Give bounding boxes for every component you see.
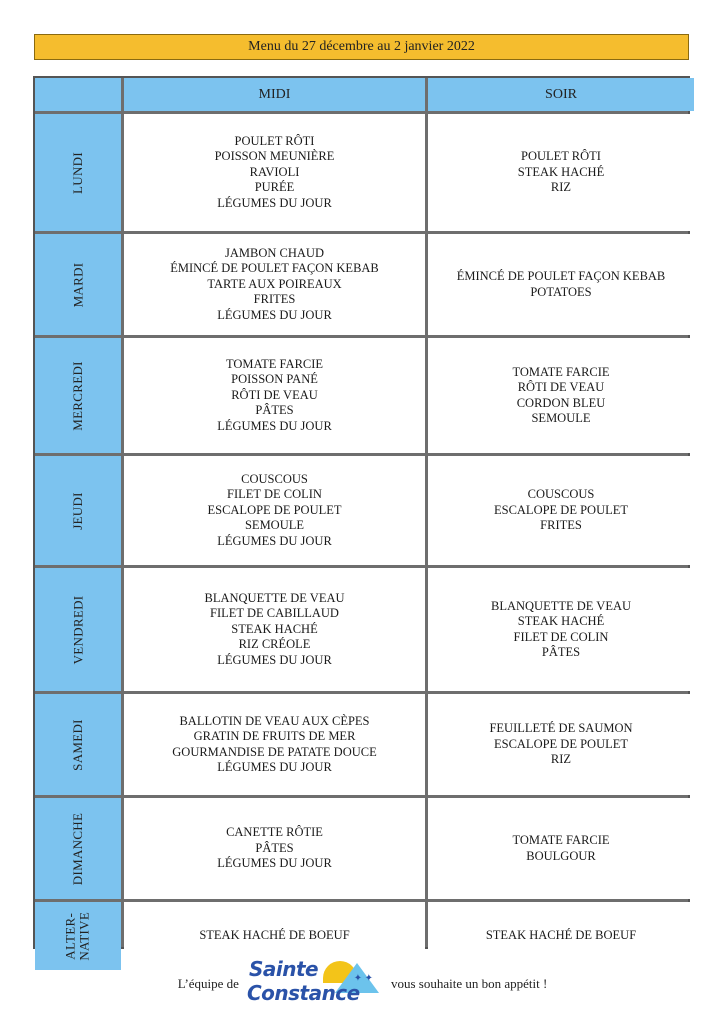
day-name: MARDI bbox=[70, 262, 85, 307]
meal-cell-midi bbox=[124, 694, 425, 795]
footer-text-before: L’équipe de bbox=[177, 976, 239, 991]
dish-item: FILET DE COLIN bbox=[227, 487, 322, 502]
dish-item: LÉGUMES DU JOUR bbox=[217, 195, 332, 210]
dish-item: POULET RÔTI bbox=[521, 149, 601, 164]
dish-item: LÉGUMES DU JOUR bbox=[217, 760, 332, 774]
dish-item: POISSON PANÉ bbox=[231, 372, 318, 387]
meal-cell-soir bbox=[428, 456, 694, 565]
dish-item: RIZ CRÉOLE bbox=[238, 637, 311, 652]
dish-item: FRITES bbox=[540, 518, 582, 533]
dish-item: TARTE AUX POIREAUX bbox=[207, 276, 342, 291]
day-name: LUNDI bbox=[70, 151, 85, 194]
dish-item: POISSON MEUNIÈRE bbox=[214, 149, 335, 164]
meal-cell-midi bbox=[124, 456, 425, 565]
dish-item: BOULGOUR bbox=[526, 848, 596, 863]
dish-item: FILET DE COLIN bbox=[513, 629, 609, 644]
sainte-constance-logo bbox=[245, 955, 385, 1013]
dish-item: LÉGUMES DU JOUR bbox=[217, 856, 332, 871]
logo-line1: Sainte bbox=[248, 957, 319, 981]
dish-item: COUSCOUS bbox=[241, 471, 308, 486]
day-name: VENDREDI bbox=[70, 595, 85, 664]
dish-item: ESCALOPE DE POULET bbox=[493, 502, 629, 517]
dish-item: ESCALOPE DE POULET bbox=[207, 502, 342, 517]
menu-title: Menu du 27 décembre au 2 janvier 2022 bbox=[34, 34, 689, 60]
footer-text-after: vous souhaite un bon appétit ! bbox=[390, 976, 548, 991]
dish-item: STEAK HACHÉ DE BOEUF bbox=[485, 928, 637, 943]
dish-item: RIZ bbox=[550, 752, 572, 767]
dish-item: ÉMINCÉ DE POULET FAÇON KEBAB bbox=[170, 261, 379, 276]
stars-icon: ✦ ✦ bbox=[353, 973, 373, 984]
dish-item: CANETTE RÔTIE bbox=[226, 825, 323, 840]
dish-item: SEMOULE bbox=[244, 518, 305, 533]
menu-table bbox=[33, 76, 690, 961]
header-midi: MIDI bbox=[124, 78, 425, 111]
day-label bbox=[35, 338, 121, 453]
day-label bbox=[35, 234, 121, 335]
day-name: MERCREDI bbox=[69, 360, 85, 431]
meal-cell-soir bbox=[428, 568, 694, 691]
dish-item: FEUILLETÉ DE SAUMON bbox=[489, 721, 633, 736]
dish-item: PÂTES bbox=[255, 840, 294, 855]
day-name: ALTER-NATIVE bbox=[62, 911, 92, 961]
dish-item: BLANQUETTE DE VEAU bbox=[490, 598, 632, 613]
dish-item: GOURMANDISE DE PATATE DOUCE bbox=[172, 744, 377, 759]
footer bbox=[0, 954, 725, 1014]
dish-item: POULET RÔTI bbox=[234, 133, 315, 148]
dish-item: STEAK HACHÉ bbox=[231, 621, 318, 636]
dish-item: STEAK HACHÉ bbox=[517, 614, 605, 628]
dish-item: PÂTES bbox=[541, 645, 581, 659]
dish-item: POTATOES bbox=[530, 284, 592, 299]
dish-item: PURÉE bbox=[254, 180, 295, 195]
meal-cell-midi bbox=[124, 338, 425, 453]
dish-item: JAMBON CHAUD bbox=[225, 245, 324, 260]
table-corner bbox=[35, 78, 121, 111]
dish-item: STEAK HACHÉ bbox=[517, 164, 605, 179]
meal-cell-soir bbox=[428, 694, 694, 795]
dish-item: ESCALOPE DE POULET bbox=[493, 736, 629, 751]
dish-item: FILET DE CABILLAUD bbox=[210, 606, 339, 621]
meal-cell-midi bbox=[124, 234, 425, 335]
dish-item: ÉMINCÉ DE POULET FAÇON KEBAB bbox=[456, 269, 666, 283]
dish-item: RÔTI DE VEAU bbox=[517, 380, 605, 394]
dish-item: FRITES bbox=[253, 292, 296, 307]
dish-item: RÔTI DE VEAU bbox=[231, 387, 318, 402]
dish-item: LÉGUMES DU JOUR bbox=[217, 418, 332, 433]
day-label bbox=[35, 114, 121, 231]
dish-item: COUSCOUS bbox=[527, 487, 595, 502]
dish-item: RIZ bbox=[550, 180, 572, 195]
meal-cell-midi bbox=[124, 798, 425, 899]
dish-item: CORDON BLEU bbox=[516, 395, 606, 410]
dish-item: GRATIN DE FRUITS DE MER bbox=[193, 729, 356, 743]
dish-item: PÂTES bbox=[255, 403, 294, 418]
logo-line2: Constance bbox=[246, 981, 360, 1005]
dish-item: TOMATE FARCIE bbox=[512, 364, 610, 379]
header-soir: SOIR bbox=[428, 78, 694, 111]
dish-item: RAVIOLI bbox=[249, 164, 300, 179]
day-label bbox=[35, 694, 121, 795]
day-label bbox=[35, 798, 121, 899]
day-name: DIMANCHE bbox=[69, 812, 85, 885]
dish-item: TOMATE FARCIE bbox=[512, 833, 610, 847]
dish-item: TOMATE FARCIE bbox=[225, 356, 324, 371]
dish-item: LÉGUMES DU JOUR bbox=[217, 533, 332, 548]
dish-item: BLANQUETTE DE VEAU bbox=[204, 590, 345, 605]
meal-cell-soir bbox=[428, 338, 694, 453]
dish-item: LÉGUMES DU JOUR bbox=[217, 307, 332, 322]
meal-cell-midi bbox=[124, 568, 425, 691]
day-label bbox=[35, 456, 121, 565]
day-label bbox=[35, 568, 121, 691]
dish-item: BALLOTIN DE VEAU AUX CÈPES bbox=[179, 713, 370, 728]
meal-cell-midi bbox=[124, 114, 425, 231]
dish-item: LÉGUMES DU JOUR bbox=[217, 652, 332, 667]
meal-cell-soir bbox=[428, 114, 694, 231]
dish-item: SEMOULE bbox=[531, 411, 591, 425]
meal-cell-soir bbox=[428, 798, 694, 899]
meal-cell-soir bbox=[428, 234, 694, 335]
day-name: JEUDI bbox=[69, 491, 85, 530]
dish-item: STEAK HACHÉ DE BOEUF bbox=[199, 928, 350, 943]
day-name: SAMEDI bbox=[69, 718, 85, 771]
